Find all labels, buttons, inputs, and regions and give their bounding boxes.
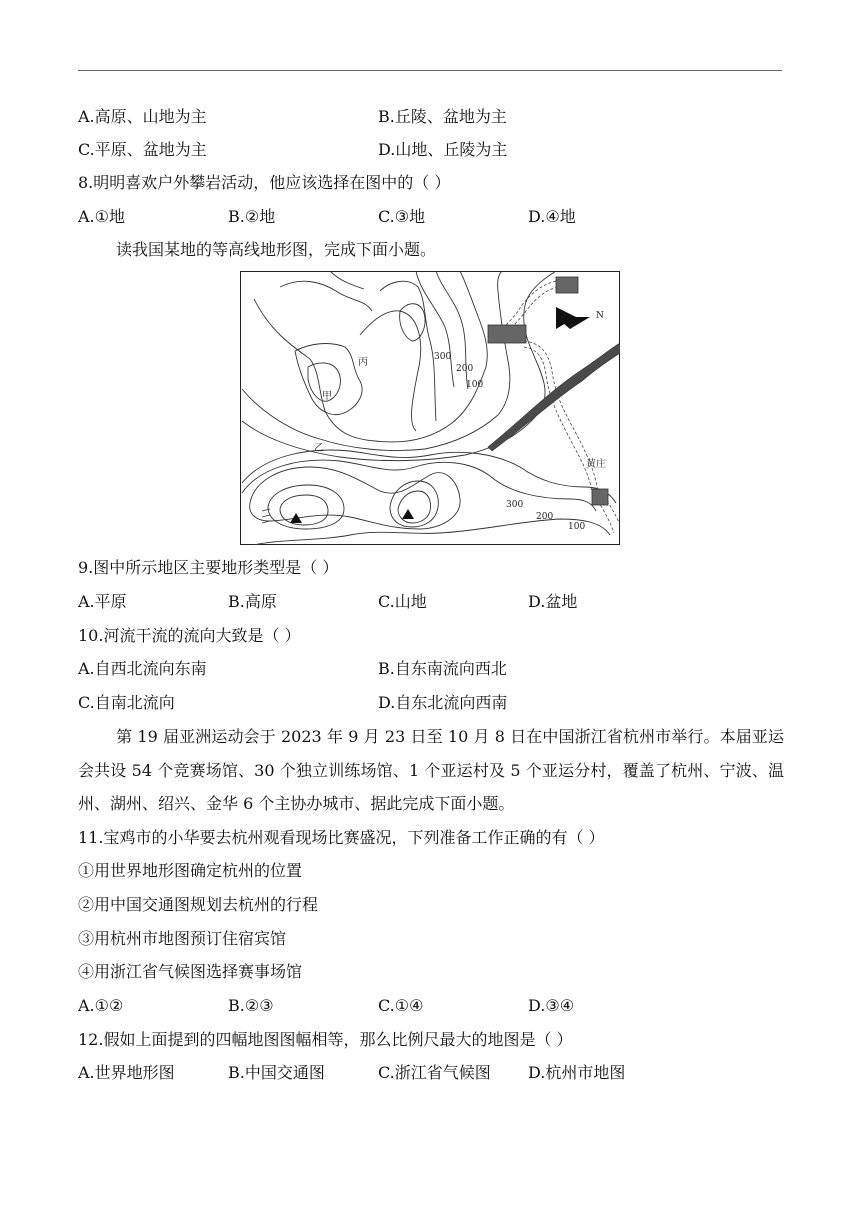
q12-stem: 12.假如上面提到的四幅地图图幅相等，那么比例尺最大的地图是（ ）	[78, 1030, 573, 1049]
q8-option-d[interactable]: D.④地	[528, 207, 576, 226]
contour-map-svg	[240, 271, 620, 545]
q9-option-c[interactable]: C.山地	[378, 592, 427, 611]
q11-option-c[interactable]: C.①④	[378, 996, 424, 1015]
north-label: N	[596, 311, 604, 321]
q12-option-a[interactable]: A.世界地形图	[78, 1063, 175, 1082]
contour-map	[240, 271, 620, 545]
place-label-yi: 乙	[314, 443, 324, 454]
q10-option-d[interactable]: D.自东北流向西南	[378, 693, 508, 712]
contour-label: 300	[506, 500, 524, 510]
contour-label: 200	[536, 512, 554, 522]
place-label-huangzhuang: 黄庄	[586, 459, 606, 470]
q7-option-d[interactable]: D.山地、丘陵为主	[378, 140, 508, 159]
q12-option-b[interactable]: B.中国交通图	[228, 1063, 325, 1082]
q11-option-b[interactable]: B.②③	[228, 996, 274, 1015]
contour-label: 200	[456, 364, 474, 374]
q10-option-a[interactable]: A.自西北流向东南	[78, 659, 207, 678]
q11-statement-4: ④用浙江省气候图选择赛事场馆	[78, 962, 303, 981]
q11-statement-2: ②用中国交通图规划去杭州的行程	[78, 895, 319, 914]
q8-option-c[interactable]: C.③地	[378, 207, 426, 226]
map-intro: 读我国某地的等高线地形图，完成下面小题。	[116, 240, 437, 259]
settlement-block-1	[488, 325, 526, 343]
q9-stem: 9.图中所示地区主要地形类型是（ ）	[78, 558, 339, 577]
contour-label: 300	[434, 352, 452, 362]
q11-statement-1: ①用世界地形图确定杭州的位置	[78, 861, 303, 880]
q11-option-a[interactable]: A.①②	[78, 996, 124, 1015]
q9-option-d[interactable]: D.盆地	[528, 592, 578, 611]
header-rule	[78, 70, 782, 71]
asian-games-intro-text: 第 19 届亚洲运动会于 2023 年 9 月 23 日至 10 月 8 日在中国浙江省杭州市举行。本届亚运会共设 54 个竞赛场馆、30 个独立训练场馆、1 个亚运村及 5 个亚运分村，覆盖了杭州、宁波、温州、湖州、绍兴、金华 6 个主协办城市、据此完成下面小题。	[78, 727, 784, 813]
q11-option-d[interactable]: D.③④	[528, 996, 575, 1015]
q8-option-a[interactable]: A.①地	[78, 207, 125, 226]
q11-statement-3: ③用杭州市地图预订住宿宾馆	[78, 929, 287, 948]
q7-option-a[interactable]: A.高原、山地为主	[78, 107, 207, 126]
place-label-jia: 甲	[322, 391, 332, 402]
place-label-bing: 丙	[358, 357, 368, 368]
q12-option-d[interactable]: D.杭州市地图	[528, 1063, 626, 1082]
q7-option-c[interactable]: C.平原、盆地为主	[78, 140, 207, 159]
q8-option-b[interactable]: B.②地	[228, 207, 276, 226]
contour-label: 100	[568, 522, 586, 532]
q10-option-c[interactable]: C.自南北流向	[78, 693, 175, 712]
settlement-block-2	[556, 277, 578, 293]
settlement-block-huangzhuang	[592, 489, 608, 505]
q8-stem: 8.明明喜欢户外攀岩活动，他应该选择在图中的（ ）	[78, 173, 451, 192]
q10-stem: 10.河流干流的流向大致是（ ）	[78, 626, 301, 645]
asian-games-intro	[78, 720, 784, 821]
q7-option-b[interactable]: B.丘陵、盆地为主	[378, 107, 507, 126]
q9-option-a[interactable]: A.平原	[78, 592, 127, 611]
q9-option-b[interactable]: B.高原	[228, 592, 277, 611]
q12-option-c[interactable]: C.浙江省气候图	[378, 1063, 491, 1082]
q11-stem: 11.宝鸡市的小华要去杭州观看现场比赛盛况，下列准备工作正确的有（ ）	[78, 828, 605, 847]
q10-option-b[interactable]: B.自东南流向西北	[378, 659, 507, 678]
contour-label: 100	[466, 380, 484, 390]
